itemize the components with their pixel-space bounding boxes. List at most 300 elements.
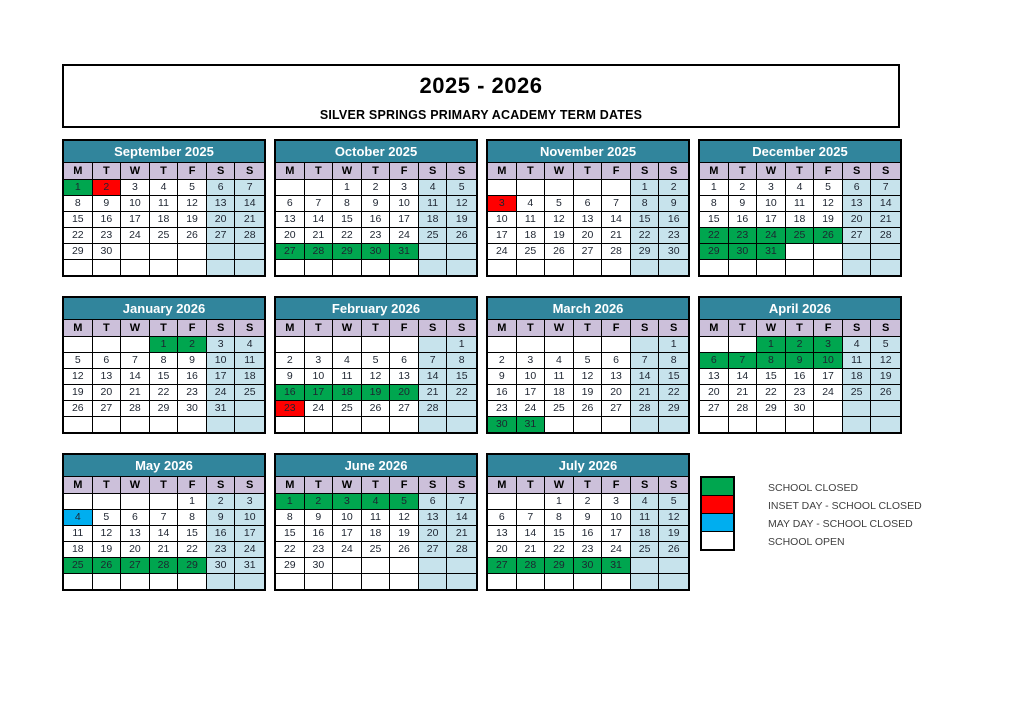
day-cell: 31: [235, 558, 264, 574]
day-cell: 19: [362, 385, 391, 401]
day-cell: 1: [545, 494, 574, 510]
empty-cell: [659, 417, 688, 432]
day-cell: 27: [574, 244, 603, 260]
day-cell: 8: [178, 510, 207, 526]
weekday-header: T: [517, 477, 546, 494]
day-cell: 17: [390, 212, 419, 228]
weekday-header: T: [517, 163, 546, 180]
empty-cell: [447, 260, 476, 275]
day-cell: 26: [362, 401, 391, 417]
weekday-header: F: [178, 477, 207, 494]
empty-cell: [333, 417, 362, 432]
empty-cell: [871, 260, 900, 275]
weekday-header: T: [93, 320, 122, 337]
weekday-header: T: [786, 320, 815, 337]
weekday-header: W: [545, 320, 574, 337]
empty-cell: [574, 417, 603, 432]
day-cell: 8: [659, 353, 688, 369]
day-cell: 27: [121, 558, 150, 574]
day-cell: 18: [64, 542, 93, 558]
day-cell: 18: [786, 212, 815, 228]
day-cell: 10: [602, 510, 631, 526]
weekday-header: M: [700, 163, 729, 180]
empty-cell: [362, 558, 391, 574]
weekday-header: S: [631, 320, 660, 337]
day-cell: 16: [276, 385, 305, 401]
day-cell: 1: [447, 337, 476, 353]
day-cell: 22: [757, 385, 786, 401]
day-cell: 23: [574, 542, 603, 558]
day-cell: 17: [602, 526, 631, 542]
day-cell: 15: [447, 369, 476, 385]
empty-cell: [700, 417, 729, 432]
weekday-header: W: [333, 163, 362, 180]
day-cell: 1: [64, 180, 93, 196]
day-cell: 5: [574, 353, 603, 369]
weekday-header: M: [64, 477, 93, 494]
day-cell: 17: [235, 526, 264, 542]
day-cell: 24: [390, 228, 419, 244]
month-calendar: [62, 453, 266, 591]
day-cell: 29: [276, 558, 305, 574]
empty-cell: [419, 337, 448, 353]
day-cell: 30: [178, 401, 207, 417]
day-cell: 15: [700, 212, 729, 228]
empty-cell: [843, 260, 872, 275]
empty-cell: [729, 337, 758, 353]
day-cell: 14: [305, 212, 334, 228]
day-cell: 27: [390, 401, 419, 417]
day-cell: 9: [362, 196, 391, 212]
empty-cell: [362, 337, 391, 353]
day-cell: 4: [786, 180, 815, 196]
day-cell: 20: [390, 385, 419, 401]
weekday-header: T: [574, 163, 603, 180]
day-cell: 21: [871, 212, 900, 228]
empty-cell: [843, 401, 872, 417]
day-cell: 24: [757, 228, 786, 244]
empty-cell: [814, 417, 843, 432]
day-cell: 3: [121, 180, 150, 196]
day-cell: 12: [178, 196, 207, 212]
day-cell: 21: [305, 228, 334, 244]
day-cell: 12: [659, 510, 688, 526]
empty-cell: [121, 260, 150, 275]
day-cell: 28: [631, 401, 660, 417]
empty-cell: [814, 260, 843, 275]
day-cell: 21: [602, 228, 631, 244]
weekday-header: T: [305, 163, 334, 180]
day-cell: 23: [276, 401, 305, 417]
empty-cell: [150, 574, 179, 589]
month-grid: [700, 163, 900, 275]
day-cell: 15: [178, 526, 207, 542]
day-cell: 29: [659, 401, 688, 417]
day-cell: 16: [207, 526, 236, 542]
weekday-header: F: [390, 477, 419, 494]
month-grid: [276, 163, 476, 275]
empty-cell: [121, 494, 150, 510]
empty-cell: [150, 260, 179, 275]
day-cell: 8: [64, 196, 93, 212]
day-cell: 18: [631, 526, 660, 542]
day-cell: 6: [488, 510, 517, 526]
day-cell: 11: [333, 369, 362, 385]
day-cell: 8: [333, 196, 362, 212]
day-cell: 25: [545, 401, 574, 417]
day-cell: 13: [488, 526, 517, 542]
day-cell: 16: [786, 369, 815, 385]
day-cell: 22: [659, 385, 688, 401]
empty-cell: [362, 417, 391, 432]
empty-cell: [488, 574, 517, 589]
day-cell: 17: [305, 385, 334, 401]
empty-cell: [517, 574, 546, 589]
day-cell: 29: [333, 244, 362, 260]
day-cell: 9: [574, 510, 603, 526]
day-cell: 28: [419, 401, 448, 417]
weekday-header: S: [631, 477, 660, 494]
empty-cell: [276, 180, 305, 196]
day-cell: 3: [305, 353, 334, 369]
month-grid: [488, 163, 688, 275]
month-title: January 2026: [64, 298, 264, 320]
day-cell: 2: [574, 494, 603, 510]
day-cell: 13: [700, 369, 729, 385]
weekday-header: W: [545, 163, 574, 180]
weekday-header: F: [178, 320, 207, 337]
day-cell: 7: [871, 180, 900, 196]
day-cell: 13: [419, 510, 448, 526]
day-cell: 13: [93, 369, 122, 385]
empty-cell: [150, 494, 179, 510]
day-cell: 9: [786, 353, 815, 369]
month-calendar: [486, 139, 690, 277]
day-cell: 11: [843, 353, 872, 369]
weekday-header: S: [631, 163, 660, 180]
empty-cell: [488, 337, 517, 353]
weekday-header: S: [843, 320, 872, 337]
empty-cell: [545, 337, 574, 353]
month-grid: [64, 477, 264, 589]
weekday-header: M: [276, 477, 305, 494]
day-cell: 29: [545, 558, 574, 574]
day-cell: 22: [631, 228, 660, 244]
empty-cell: [235, 574, 264, 589]
weekday-header: F: [602, 163, 631, 180]
empty-cell: [631, 558, 660, 574]
weekday-header: M: [488, 163, 517, 180]
empty-cell: [390, 417, 419, 432]
empty-cell: [659, 558, 688, 574]
day-cell: 20: [93, 385, 122, 401]
empty-cell: [786, 244, 815, 260]
month-calendar: [62, 296, 266, 434]
day-cell: 12: [814, 196, 843, 212]
empty-cell: [93, 494, 122, 510]
month-calendar: [274, 139, 478, 277]
empty-cell: [843, 417, 872, 432]
empty-cell: [276, 574, 305, 589]
day-cell: 5: [871, 337, 900, 353]
empty-cell: [235, 260, 264, 275]
day-cell: 4: [419, 180, 448, 196]
empty-cell: [602, 417, 631, 432]
empty-cell: [419, 244, 448, 260]
day-cell: 1: [333, 180, 362, 196]
day-cell: 18: [843, 369, 872, 385]
day-cell: 29: [757, 401, 786, 417]
day-cell: 27: [602, 401, 631, 417]
legend-swatch-closed: [702, 478, 733, 496]
weekday-header: S: [447, 477, 476, 494]
day-cell: 21: [121, 385, 150, 401]
empty-cell: [631, 260, 660, 275]
day-cell: 31: [517, 417, 546, 432]
empty-cell: [305, 417, 334, 432]
day-cell: 5: [64, 353, 93, 369]
month-calendar: [274, 296, 478, 434]
day-cell: 20: [276, 228, 305, 244]
day-cell: 26: [390, 542, 419, 558]
day-cell: 19: [447, 212, 476, 228]
empty-cell: [93, 574, 122, 589]
day-cell: 14: [235, 196, 264, 212]
day-cell: 9: [488, 369, 517, 385]
weekday-header: T: [305, 320, 334, 337]
day-cell: 18: [517, 228, 546, 244]
day-cell: 14: [419, 369, 448, 385]
empty-cell: [93, 417, 122, 432]
empty-cell: [121, 244, 150, 260]
day-cell: 6: [276, 196, 305, 212]
empty-cell: [517, 494, 546, 510]
day-cell: 10: [517, 369, 546, 385]
day-cell: 11: [786, 196, 815, 212]
day-cell: 25: [333, 401, 362, 417]
empty-cell: [207, 574, 236, 589]
day-cell: 24: [207, 385, 236, 401]
weekday-header: W: [121, 320, 150, 337]
day-cell: 28: [517, 558, 546, 574]
empty-cell: [305, 574, 334, 589]
day-cell: 16: [93, 212, 122, 228]
day-cell: 9: [207, 510, 236, 526]
day-cell: 3: [814, 337, 843, 353]
empty-cell: [786, 260, 815, 275]
day-cell: 24: [121, 228, 150, 244]
weekday-header: S: [207, 163, 236, 180]
day-cell: 26: [93, 558, 122, 574]
legend-label-inset: INSET DAY - SCHOOL CLOSED: [768, 500, 922, 512]
month-title: June 2026: [276, 455, 476, 477]
day-cell: 15: [631, 212, 660, 228]
title-box: [62, 64, 900, 128]
empty-cell: [729, 417, 758, 432]
day-cell: 24: [235, 542, 264, 558]
day-cell: 11: [150, 196, 179, 212]
day-cell: 13: [276, 212, 305, 228]
empty-cell: [659, 260, 688, 275]
day-cell: 19: [390, 526, 419, 542]
day-cell: 20: [843, 212, 872, 228]
day-cell: 7: [305, 196, 334, 212]
day-cell: 8: [150, 353, 179, 369]
day-cell: 5: [545, 196, 574, 212]
day-cell: 8: [447, 353, 476, 369]
month-title: November 2025: [488, 141, 688, 163]
weekday-header: S: [659, 163, 688, 180]
day-cell: 7: [602, 196, 631, 212]
weekday-header: S: [207, 477, 236, 494]
empty-cell: [276, 417, 305, 432]
day-cell: 23: [488, 401, 517, 417]
day-cell: 20: [121, 542, 150, 558]
empty-cell: [447, 401, 476, 417]
weekday-header: W: [121, 163, 150, 180]
weekday-header: T: [150, 163, 179, 180]
day-cell: 9: [729, 196, 758, 212]
weekday-header: S: [447, 163, 476, 180]
weekday-header: T: [305, 477, 334, 494]
empty-cell: [276, 337, 305, 353]
day-cell: 11: [631, 510, 660, 526]
day-cell: 22: [276, 542, 305, 558]
day-cell: 26: [447, 228, 476, 244]
empty-cell: [757, 417, 786, 432]
day-cell: 10: [305, 369, 334, 385]
day-cell: 23: [178, 385, 207, 401]
day-cell: 23: [362, 228, 391, 244]
day-cell: 3: [333, 494, 362, 510]
empty-cell: [488, 494, 517, 510]
day-cell: 31: [207, 401, 236, 417]
day-cell: 30: [786, 401, 815, 417]
day-cell: 10: [757, 196, 786, 212]
day-cell: 31: [757, 244, 786, 260]
day-cell: 10: [488, 212, 517, 228]
day-cell: 14: [517, 526, 546, 542]
day-cell: 25: [64, 558, 93, 574]
day-cell: 23: [93, 228, 122, 244]
day-cell: 22: [178, 542, 207, 558]
day-cell: 10: [207, 353, 236, 369]
empty-cell: [419, 260, 448, 275]
day-cell: 15: [659, 369, 688, 385]
empty-cell: [574, 337, 603, 353]
legend-label-mayday: MAY DAY - SCHOOL CLOSED: [768, 518, 913, 530]
empty-cell: [602, 337, 631, 353]
weekday-header: S: [843, 163, 872, 180]
day-cell: 12: [362, 369, 391, 385]
day-cell: 23: [305, 542, 334, 558]
empty-cell: [700, 337, 729, 353]
day-cell: 5: [447, 180, 476, 196]
empty-cell: [178, 260, 207, 275]
day-cell: 29: [64, 244, 93, 260]
day-cell: 15: [150, 369, 179, 385]
empty-cell: [447, 558, 476, 574]
empty-cell: [64, 417, 93, 432]
weekday-header: T: [93, 477, 122, 494]
month-title: December 2025: [700, 141, 900, 163]
empty-cell: [488, 260, 517, 275]
day-cell: 4: [545, 353, 574, 369]
day-cell: 3: [390, 180, 419, 196]
empty-cell: [447, 417, 476, 432]
day-cell: 12: [64, 369, 93, 385]
day-cell: 15: [64, 212, 93, 228]
day-cell: 19: [64, 385, 93, 401]
day-cell: 2: [207, 494, 236, 510]
empty-cell: [419, 417, 448, 432]
day-cell: 6: [121, 510, 150, 526]
weekday-header: W: [333, 320, 362, 337]
day-cell: 23: [207, 542, 236, 558]
day-cell: 30: [207, 558, 236, 574]
day-cell: 30: [729, 244, 758, 260]
month-calendar: [698, 296, 902, 434]
day-cell: 4: [631, 494, 660, 510]
legend-swatch-mayday: [702, 514, 733, 532]
weekday-header: T: [729, 320, 758, 337]
day-cell: 26: [178, 228, 207, 244]
page-subtitle: SILVER SPRINGS PRIMARY ACADEMY TERM DATES: [319, 108, 643, 122]
day-cell: 8: [757, 353, 786, 369]
day-cell: 10: [121, 196, 150, 212]
day-cell: 13: [843, 196, 872, 212]
day-cell: 7: [447, 494, 476, 510]
day-cell: 27: [207, 228, 236, 244]
weekday-header: M: [276, 320, 305, 337]
day-cell: 4: [517, 196, 546, 212]
empty-cell: [390, 260, 419, 275]
day-cell: 2: [786, 337, 815, 353]
weekday-header: T: [362, 477, 391, 494]
day-cell: 7: [150, 510, 179, 526]
empty-cell: [871, 417, 900, 432]
weekday-header: S: [235, 163, 264, 180]
month-grid: [276, 320, 476, 432]
day-cell: 10: [235, 510, 264, 526]
day-cell: 31: [390, 244, 419, 260]
legend-swatch-open: [702, 532, 733, 549]
day-cell: 25: [150, 228, 179, 244]
day-cell: 26: [574, 401, 603, 417]
day-cell: 25: [631, 542, 660, 558]
day-cell: 17: [517, 385, 546, 401]
day-cell: 24: [517, 401, 546, 417]
day-cell: 6: [390, 353, 419, 369]
day-cell: 12: [871, 353, 900, 369]
day-cell: 19: [93, 542, 122, 558]
day-cell: 28: [305, 244, 334, 260]
day-cell: 30: [659, 244, 688, 260]
day-cell: 21: [235, 212, 264, 228]
empty-cell: [178, 574, 207, 589]
weekday-header: S: [235, 320, 264, 337]
weekday-header: W: [121, 477, 150, 494]
month-title: May 2026: [64, 455, 264, 477]
empty-cell: [729, 260, 758, 275]
day-cell: 10: [390, 196, 419, 212]
day-cell: 20: [700, 385, 729, 401]
day-cell: 9: [93, 196, 122, 212]
month-grid: [700, 320, 900, 432]
weekday-header: M: [488, 477, 517, 494]
month-title: March 2026: [488, 298, 688, 320]
empty-cell: [362, 260, 391, 275]
